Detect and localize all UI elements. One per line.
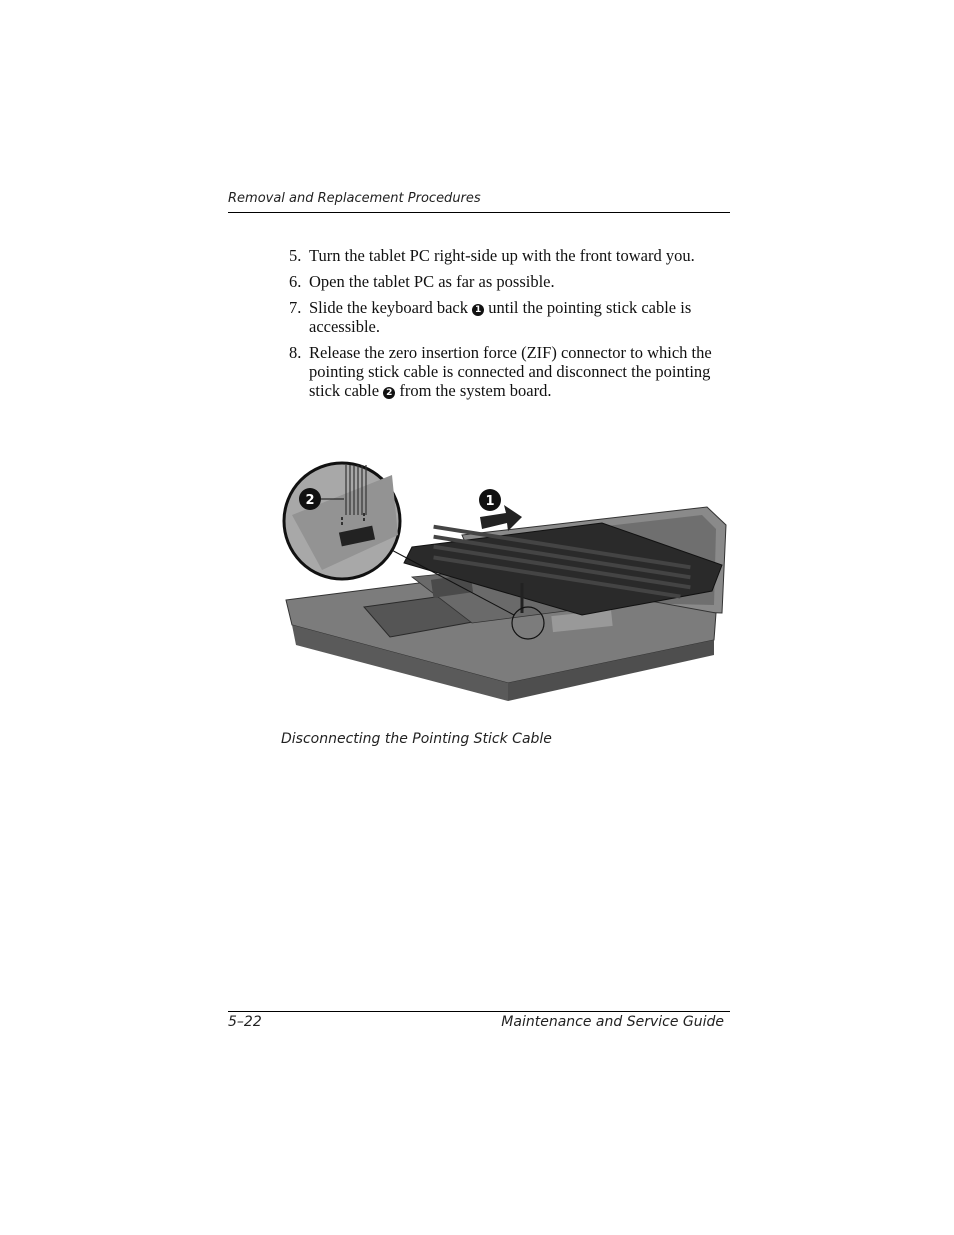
page-number: 5–22 (228, 1014, 262, 1030)
step-number: 6. (289, 272, 302, 291)
header-rule (228, 212, 730, 213)
footer-rule (228, 1011, 730, 1012)
step-8 (289, 343, 731, 400)
figure-caption: Disconnecting the Pointing Stick Cable (281, 731, 552, 747)
step-number: 5. (289, 246, 302, 265)
step-text: from the system board. (399, 381, 552, 400)
guide-title: Maintenance and Service Guide (501, 1014, 724, 1030)
callout-2-label: 2 (305, 493, 315, 508)
step-text: Release the zero insertion force (ZIF) connector to which the pointing stick cable is connected and disconnect the pointing stick cable (309, 343, 712, 400)
step-text: Open the tablet PC as far as possible. (309, 272, 555, 291)
step-number: 7. (289, 298, 302, 317)
procedure-steps (289, 246, 731, 407)
step-7 (289, 298, 731, 336)
step-text: Turn the tablet PC right-side up with the front toward you. (309, 246, 695, 265)
running-head: Removal and Replacement Procedures (228, 191, 481, 206)
laptop-illustration (282, 455, 728, 705)
step-text: until the pointing stick cable is accessible. (309, 298, 692, 336)
step-5 (289, 246, 731, 265)
step-6 (289, 272, 731, 291)
figure-illustration (282, 455, 728, 705)
callout-1-icon: 1 (472, 304, 484, 316)
callout-1-label: 1 (485, 494, 495, 509)
callout-2-icon: 2 (383, 387, 395, 399)
step-number: 8. (289, 343, 302, 362)
step-text: Slide the keyboard back (309, 298, 468, 317)
